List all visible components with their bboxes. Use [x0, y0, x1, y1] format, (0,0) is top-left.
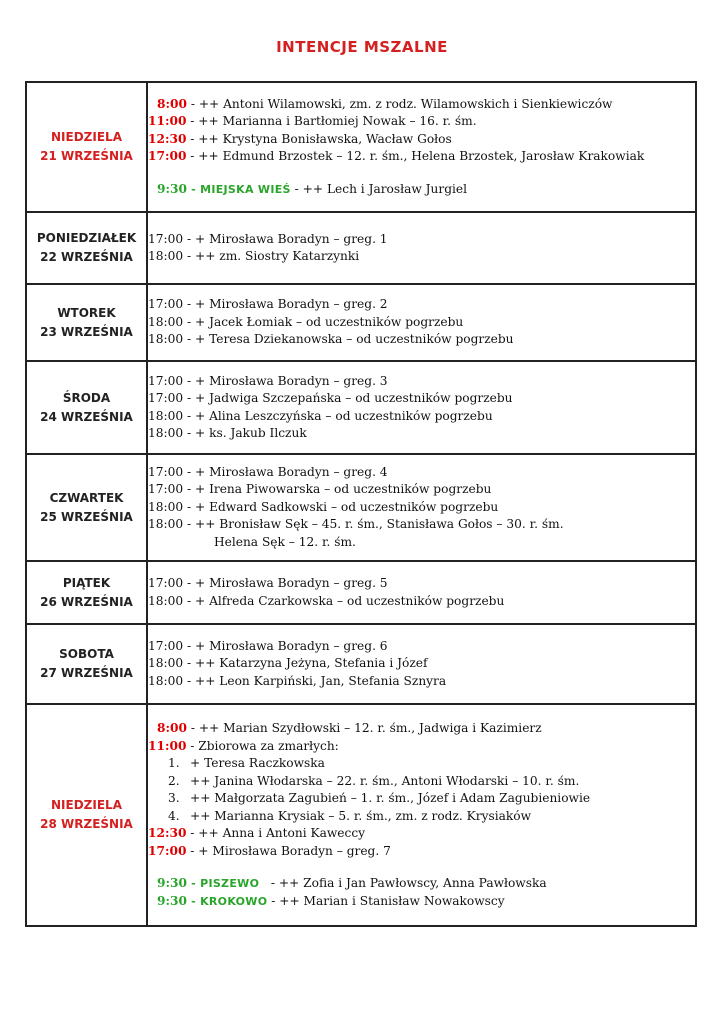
list-text: ++ Marianna Krysiak – 5. r. śm., zm. z rodz. Krysiaków [190, 808, 532, 823]
table-row [26, 82, 696, 212]
intentions-cell [147, 454, 696, 561]
list-number: 1. [168, 756, 180, 770]
day-name: CZWARTEK [49, 490, 124, 505]
intention-line: 18:00 - + Edward Sadkowski – od uczestników pogrzebu [148, 499, 499, 514]
intentions-cell [147, 284, 696, 361]
intentions-cell [147, 82, 696, 212]
intention-text: - + Mirosława Boradyn – greg. 7 [186, 843, 391, 858]
intentions-cell [147, 561, 696, 624]
day-cell [26, 82, 147, 212]
intention-text: - ++ Marian Szydłowski – 12. r. śm., Jadwiga i Kazimierz [186, 721, 542, 735]
intention-line [148, 148, 695, 166]
day-date: 23 WRZEŚNIA [40, 324, 133, 339]
mass-time: 17:00 [148, 843, 187, 858]
intention-line: 18:00 - ++ Leon Karpiński, Jan, Stefania Sznyra [148, 673, 447, 688]
list-number: 3. [168, 791, 180, 805]
day-cell [26, 212, 147, 284]
day-date: 28 WRZEŚNIA [40, 817, 133, 831]
intention-line: 17:00 - + Mirosława Boradyn – greg. 6 [148, 638, 388, 653]
table-row [26, 361, 696, 454]
mass-time: 9:30 [157, 876, 187, 890]
intention-text: - ++ Marian i Stanisław Nowakowscy [267, 893, 505, 908]
intention-text: - ++ Anna i Antoni Kaweccy [186, 826, 366, 840]
list-number: 2. [168, 773, 180, 788]
intention-line: 17:00 - + Irena Piwowarska – od uczestników pogrzebu [148, 482, 492, 497]
intentions-cell [147, 212, 696, 284]
table-row [26, 561, 696, 624]
intention-line: 18:00 - ++ Katarzyna Jeżyna, Stefania i Józef [148, 656, 428, 671]
intention-line: 17:00 - + Jadwiga Szczepańska – od uczestników pogrzebu [148, 391, 513, 405]
day-name: PONIEDZIAŁEK [36, 231, 137, 245]
intention-text: - ++ Antoni Wilamowski, zm. z rodz. Wilamowskich i Sienkiewiczów [186, 96, 613, 111]
table-row [26, 454, 696, 561]
day-date: 26 WRZEŚNIA [40, 594, 133, 609]
day-name: WTOREK [57, 305, 116, 320]
intention-line: 18:00 - + Jacek Łomiak – od uczestników pogrzebu [148, 314, 464, 329]
table-row [26, 704, 696, 926]
intention-line: 18:00 - + Teresa Dziekanowska – od uczestników pogrzebu [148, 332, 514, 347]
list-text: ++ Małgorzata Zagubień – 1. r. śm., Józef i Adam Zagubieniowie [190, 791, 591, 805]
day-name: ŚRODA [62, 390, 111, 405]
intentions-cell [147, 624, 696, 704]
intention-line: 17:00 - + Mirosława Boradyn – greg. 4 [148, 464, 388, 479]
intention-line [148, 720, 695, 738]
intention-line: 18:00 - + Alfreda Czarkowska – od uczestników pogrzebu [148, 593, 505, 608]
mass-time: 12:30 [148, 826, 187, 840]
day-name: NIEDZIELA [51, 130, 122, 144]
intention-text: - ++ Edmund Brzostek – 12. r. śm., Helena Brzostek, Jarosław Krakowiak [186, 149, 645, 164]
day-date: 24 WRZEŚNIA [40, 409, 133, 424]
intentions-cell [147, 704, 696, 926]
day-name: SOBOTA [59, 647, 114, 661]
intention-line: 17:00 - + Mirosława Boradyn – greg. 5 [148, 576, 388, 590]
list-text: ++ Janina Włodarska – 22. r. śm., Antoni Włodarski – 10. r. śm. [190, 773, 580, 788]
day-date: 21 WRZEŚNIA [40, 149, 133, 163]
mass-time: 9:30 [157, 181, 187, 196]
day-cell [26, 561, 147, 624]
list-number: 4. [168, 808, 180, 823]
intention-line [148, 113, 695, 131]
intention-line [148, 825, 695, 843]
list-text: + Teresa Raczkowska [190, 756, 325, 770]
list-item [148, 773, 695, 791]
intention-line [148, 96, 695, 114]
day-date: 27 WRZEŚNIA [40, 666, 133, 680]
mass-location: - PISZEWO [186, 877, 260, 890]
day-name: NIEDZIELA [51, 798, 122, 812]
mass-time: 9:30 [157, 893, 187, 908]
day-date: 22 WRZEŚNIA [40, 250, 133, 264]
intention-line [148, 131, 695, 149]
intention-text: - Zbiorowa za zmarłych: [186, 738, 339, 753]
intention-text: - ++ Marianna i Bartłomiej Nowak – 16. r. śm. [186, 114, 477, 129]
intention-line [148, 893, 695, 911]
mass-location: - MIEJSKA WIEŚ [186, 182, 291, 196]
intention-line: 17:00 - + Mirosława Boradyn – greg. 2 [148, 297, 388, 312]
list-item [148, 808, 695, 826]
intention-line: 17:00 - + Mirosława Boradyn – greg. 3 [148, 373, 388, 388]
mass-time: 11:00 [148, 114, 187, 129]
intention-line: 18:00 - ++ Bronisław Sęk – 45. r. śm., Stanisława Gołos – 30. r. śm. [148, 517, 564, 532]
intention-line [148, 875, 695, 893]
intention-line: 18:00 - + Alina Leszczyńska – od uczestników pogrzebu [148, 408, 493, 423]
intention-line: 17:00 - + Mirosława Boradyn – greg. 1 [148, 231, 388, 246]
intention-line: 18:00 - + ks. Jakub Ilczuk [148, 426, 307, 440]
mass-time: 11:00 [148, 738, 187, 753]
mass-time: 8:00 [157, 96, 187, 111]
table-row [26, 284, 696, 361]
day-cell [26, 284, 147, 361]
day-cell [26, 361, 147, 454]
mass-time: 17:00 [148, 149, 187, 164]
day-date: 25 WRZEŚNIA [40, 509, 133, 524]
intention-line [148, 738, 695, 756]
list-item [148, 755, 695, 773]
mass-intentions-table [25, 81, 697, 927]
page-title: INTENCJE MSZALNE [276, 38, 448, 56]
day-name: PIĄTEK [62, 575, 111, 590]
day-cell [26, 454, 147, 561]
intentions-cell [147, 361, 696, 454]
intention-line [148, 181, 695, 199]
table-row [26, 212, 696, 284]
intention-line: 18:00 - ++ zm. Siostry Katarzynki [148, 249, 360, 263]
day-cell [26, 704, 147, 926]
intention-line: Helena Sęk – 12. r. śm. [214, 534, 356, 549]
intention-text: - ++ Lech i Jarosław Jurgiel [290, 181, 468, 196]
day-cell [26, 624, 147, 704]
mass-time: 12:30 [148, 131, 187, 146]
intention-text: - ++ Zofia i Jan Pawłowscy, Anna Pawłowska [259, 876, 547, 890]
table-row [26, 624, 696, 704]
list-item [148, 790, 695, 808]
intention-text: - ++ Krystyna Bonisławska, Wacław Gołos [186, 131, 452, 146]
intention-line [148, 843, 695, 861]
mass-time: 8:00 [157, 721, 187, 735]
mass-location: - KROKOWO [186, 894, 268, 908]
